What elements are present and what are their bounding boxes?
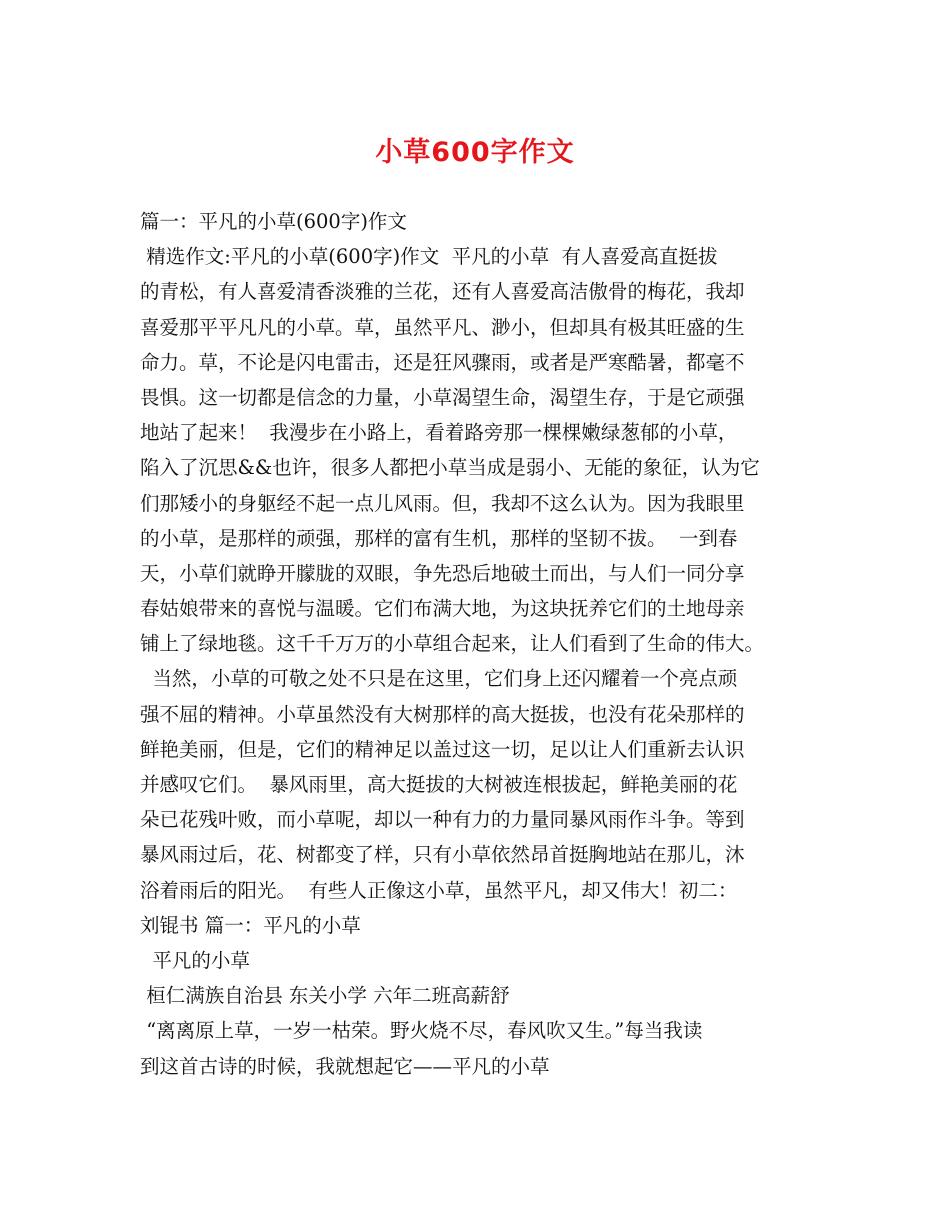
body-text-line: 春姑娘带来的喜悦与温暖。它们布满大地，为这块抚养它们的土地母亲 — [140, 597, 745, 621]
body-text-line: 朵已花残叶败，而小草呢，却以一种有力的力量同暴风雨作斗争。等到 — [140, 808, 745, 832]
body-text-line: 们那矮小的身躯经不起一点儿风雨。但，我却不这么认为。因为我眼里 — [140, 491, 745, 515]
body-text-line: 的小草，是那样的顽强，那样的富有生机，那样的坚韧不拔。 一到春 — [140, 526, 738, 550]
body-text-line: 强不屈的精神。小草虽然没有大树那样的高大挺拔，也没有花朵那样的 — [140, 702, 745, 726]
body-text-line: 平凡的小草 — [140, 948, 250, 972]
body-text-line: 地站了起来！ 我漫步在小路上，看着路旁那一棵棵嫩绿葱郁的小草， — [140, 421, 738, 445]
body-text-line: “离离原上草，一岁一枯荣。野火烧不尽，春风吹又生。”每当我读 — [140, 1019, 703, 1043]
body-text-line: 畏惧。这一切都是信念的力量，小草渴望生命，渴望生存，于是它顽强 — [140, 385, 745, 409]
body-text-line: 铺上了绿地毯。这千千万万的小草组合起来，让人们看到了生命的伟大。 — [140, 632, 765, 656]
body-text-line: 当然，小草的可敬之处不只是在这里，它们身上还闪耀着一个亮点顽 — [140, 667, 738, 691]
body-text-line: 喜爱那平平凡凡的小草。草，虽然平凡、渺小，但却具有极其旺盛的生 — [140, 315, 745, 339]
document-title: 小草600字作文 — [375, 137, 575, 168]
body-text-line: 陷入了沉思&&也许，很多人都把小草当成是弱小、无能的象征，认为它 — [140, 456, 760, 480]
body-text-line: 到这首古诗的时候，我就想起它——平凡的小草 — [140, 1054, 550, 1078]
body-text-line: 精选作文:平凡的小草(600字)作文 平凡的小草 有人喜爱高直挺拔 — [140, 245, 718, 269]
body-text-line: 并感叹它们。 暴风雨里，高大挺拔的大树被连根拔起，鲜艳美丽的花 — [140, 773, 738, 796]
document-body — [140, 204, 830, 1084]
body-text-line: 刘锟书 篇一：平凡的小草 — [140, 913, 361, 937]
body-text-line: 暴风雨过后，花、树都变了样，只有小草依然昂首挺胸地站在那儿，沐 — [140, 843, 745, 867]
body-text-line: 天，小草们就睁开朦胧的双眼，争先恐后地破土而出，与人们一同分享 — [140, 561, 745, 585]
body-text-line: 篇一：平凡的小草(600字)作文 — [140, 210, 407, 233]
body-text-line: 的青松，有人喜爱清香淡雅的兰花，还有人喜爱高洁傲骨的梅花，我却 — [140, 280, 745, 304]
body-text-line: 桓仁满族自治县 东关小学 六年二班高薪舒 — [140, 984, 510, 1008]
body-text-line: 鲜艳美丽，但是，它们的精神足以盖过这一切，足以让人们重新去认识 — [140, 737, 745, 761]
body-text-line: 浴着雨后的阳光。 有些人正像这小草，虽然平凡，却又伟大！初二： — [140, 878, 738, 902]
body-text-line: 命力。草，不论是闪电雷击，还是狂风骤雨，或者是严寒酷暑，都毫不 — [140, 350, 745, 374]
